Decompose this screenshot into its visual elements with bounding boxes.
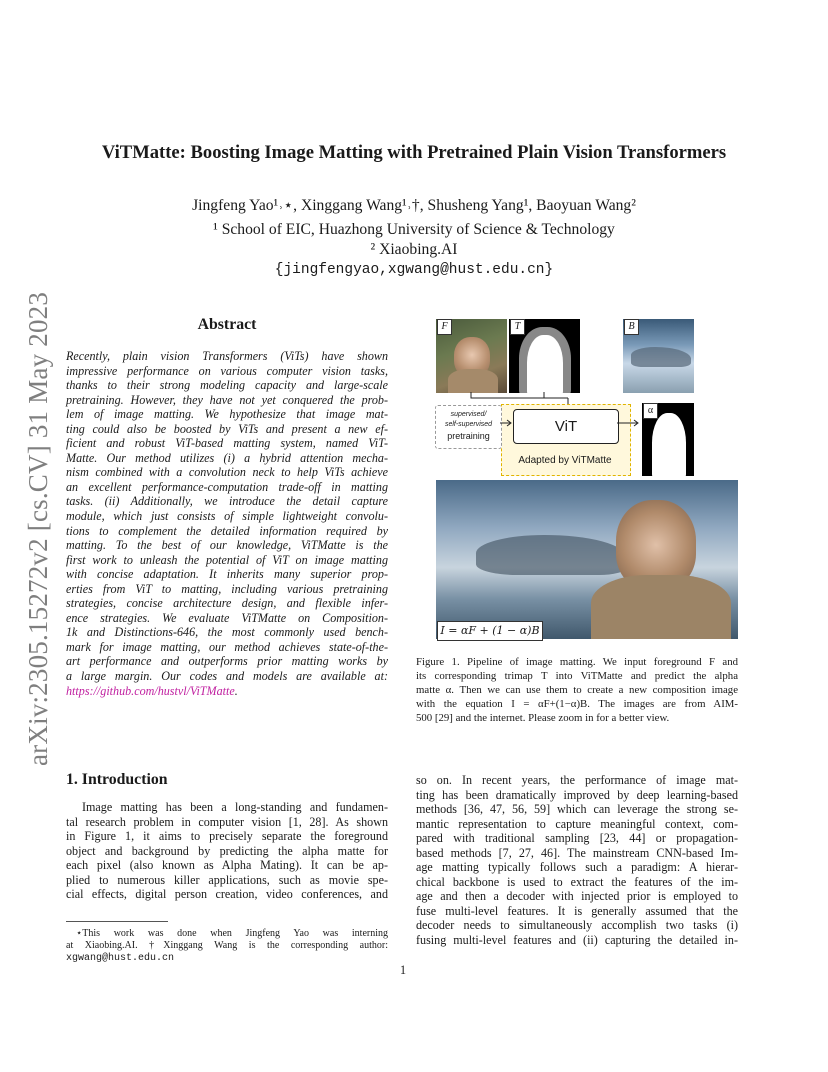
body-line: plied to numerous killer applications, such as movie spe- [66,872,388,887]
abstract-line: an excellent performance-computation trade-off in matting [66,479,388,494]
vit-block: ViT [513,409,619,444]
abstract-line: Recently, plain vision Transformers (ViTs) have shown [66,349,388,363]
abstract-link-line: https://github.com/hustvl/ViTMatte. [66,683,238,698]
body-line: pared with traditional sampling [23, 44] or propagation- [416,831,738,846]
body-line: decoder needs to simultaneously accomplish two tasks (i) [416,918,738,933]
abstract-line: tasks. (ii) Additionally, we introduce the detail capture [66,494,388,509]
abstract-line: module, which just consists of simple lightweight convolu- [66,509,388,524]
abstract-line: ence strategies. We evaluate ViTMatte on Composition- [66,610,388,625]
arxiv-stamp: arXiv:2305.15272v2 [cs.CV] 31 May 2023 [23,291,53,766]
abstract-line: a large margin. Our codes and models are available at: [66,669,388,684]
affiliation-1: ¹ School of EIC, Huazhong University of Science & Technology [213,221,615,238]
abstract-line: with concise adaptation. It inherits many superior prop- [66,567,388,582]
body-line: chical backbone is used to extract the features of the im- [416,874,738,889]
adapted-label: Adapted by ViTMatte [518,455,612,466]
body-line: so on. In recent years, the performance of image mat- [416,773,738,787]
composite-image [436,480,738,639]
pretrain-line-2: self-supervised [444,421,493,428]
label-alpha: α [643,403,658,419]
author-list: Jingfeng Yao¹˒⋆, Xinggang Wang¹˒†, Shusheng Yang¹, Baoyuan Wang² [192,197,636,214]
arrow-icon [500,418,514,428]
abstract-line: tions to complement the detailed information required by [66,523,388,538]
label-T: T [510,319,525,335]
footnote-rule [66,921,168,922]
caption-line: its corresponding trimap T into ViTMatte and predict the alpha [416,669,738,682]
intro-left-column [66,800,388,902]
paper-title: ViTMatte: Boosting Image Matting with Pretrained Plain Vision Transformers [101,142,727,163]
page-number: 1 [399,963,407,977]
body-line: each pixel (also known as Alpha Mating). It can be ap- [66,858,388,873]
output-arrow-icon [617,418,643,428]
figure-caption [416,656,738,726]
footnote-line-2: at Xiaobing.AI. †Xinggang Wang is the corresponding author: [66,940,388,952]
body-line: tal research problem in computer vision [1, 28]. As shown [66,814,388,829]
abstract-line: strategies, concise architecture design, and flexible infer- [66,596,388,611]
caption-line: matte α. Then we can use them to create a new composition image [416,683,738,696]
body-line: Image matting has been a long-standing and fundamen- [82,800,388,814]
body-line: ting has been dramatically improved by deep learning-based [416,787,738,802]
caption-line: with the equation I = αF+(1−α)B. The images are from AIM- [416,697,738,710]
body-line: age and then a decoder with injected prior is employed to [416,889,738,904]
caption-line: 500 [29] and the internet. Please zoom in for a better view. [416,711,670,724]
abstract-line: pretraining. However, they have not yet conquered the prob- [66,392,388,407]
affiliation-2: ² Xiaobing.AI [370,241,458,258]
label-F: F [437,319,452,335]
code-link[interactable]: https://github.com/hustvl/ViTMatte [66,683,235,698]
body-line: fuse multi-level features. It is generally assumed that the [416,903,738,918]
abstract-line: lem of image matting. We hypothesize that image mat- [66,407,388,422]
body-line: age matting typically follows such a paradigm: A hierar- [416,860,738,875]
abstract-line: mark for image matting, our method achieves state-of-the- [66,639,388,654]
body-line: cial effects, digital person creation, video conferences, and [66,887,388,902]
author-emails: {jingfengyao,xgwang@hust.edu.cn} [274,262,554,278]
intro-right-column [416,773,738,948]
body-line: fusing multi-level features and (ii) capturing the detailed in- [416,933,738,948]
footnote-line-1: ⋆This work was done when Jingfeng Yao was interning [76,928,388,939]
body-line: based methods [7, 27, 46]. The mainstream CNN-based Im- [416,845,738,860]
abstract-line: impressive performance on various computer vision tasks, [66,363,388,378]
pretrain-line-3: pretraining [447,431,490,441]
body-line: mantic representation to capture meaningful context, com- [416,816,738,831]
body-line: object and background by predicting the alpha matte for [66,843,388,858]
footnote [66,928,388,965]
abstract-heading: Abstract [197,316,257,333]
abstract-line: erties from ViT to matting, including various pretraining [66,581,388,596]
abstract-line: ting could also be boosted by ViTs and present a new ef- [66,421,388,436]
abstract-line: 1k and Distinctions-646, the most commonly used bench- [66,625,388,640]
section-heading-introduction: 1. Introduction [66,771,168,788]
label-B: B [624,319,639,335]
body-line: in Figure 1, it aims to precisely separate the foreground [66,829,388,844]
pretraining-box [435,405,502,449]
abstract-line: ficient and robust ViT-based matting system, named ViT- [66,436,388,451]
abstract-line: matting. To the best of our knowledge, ViTMatte is the [66,538,388,553]
pretrain-line-1: supervised/ [450,411,487,418]
abstract-line: nism combined with a convolution neck to help ViTs achieve [66,465,388,480]
body-line: methods [36, 47, 56, 59] which can leverage the strong se- [416,802,738,817]
abstract-line: Matte. Our method utilizes (i) a hybrid attention mecha- [66,450,388,465]
caption-line: Figure 1. Pipeline of image matting. We input foreground F and [416,656,738,668]
composition-equation: I = αF + (1 − α)B [437,621,543,641]
abstract-body [66,349,388,698]
abstract-line: first work to unleash the potential of ViT on image matting [66,552,388,567]
footnote-email: xgwang@hust.edu.cn [66,952,175,964]
abstract-line: thanks to their strong modeling capacity and large-scale [66,378,388,393]
abstract-line: art performance and outperforms prior matting works by [66,654,388,669]
